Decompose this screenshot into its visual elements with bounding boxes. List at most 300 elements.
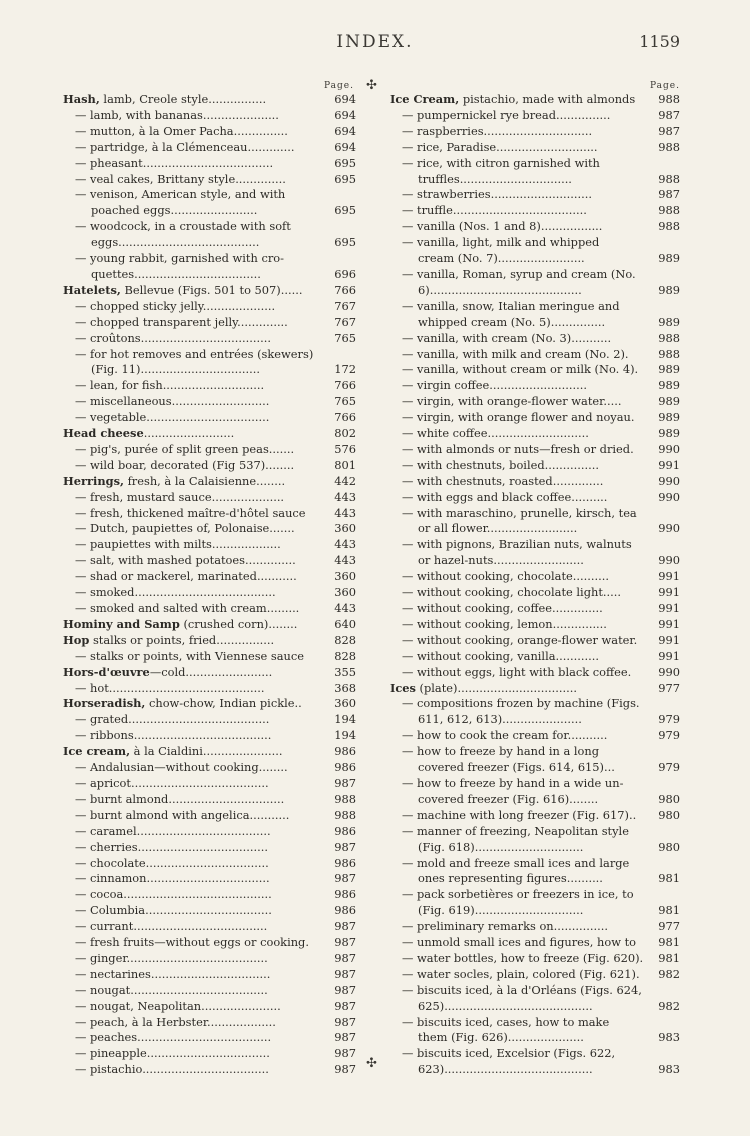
index-entry-page: 987 (658, 187, 680, 202)
index-entry-page: 979 (658, 760, 680, 775)
leader-dots: ....................................... (126, 950, 268, 965)
index-entry-page: 983 (658, 1030, 680, 1045)
leader-dots: ................ (208, 92, 267, 106)
index-entry-text: — machine with long freezer (Fig. 617).. (402, 807, 637, 822)
index-entry-page: 987 (658, 123, 680, 138)
index-entry (390, 681, 680, 697)
leader-dots: ............... (556, 107, 611, 122)
index-entry-page: 172 (334, 362, 356, 377)
leader-dots: ................................... (145, 903, 272, 918)
index-entry-page: 988 (658, 346, 680, 361)
leader-dots: ............................ (162, 378, 265, 393)
index-entry-page: 443 (334, 537, 356, 552)
index-entry-text: — vegetable.................................. (75, 410, 270, 425)
index-entry (390, 474, 680, 490)
index-entry-text: or hazel-nuts......................... (418, 553, 584, 568)
index-entry (63, 617, 356, 633)
leader-dots: ......................................... (444, 1062, 593, 1077)
leader-dots: ................ (216, 632, 275, 647)
leader-dots: .................................... (137, 839, 268, 854)
index-entry (390, 1015, 680, 1031)
index-entry (390, 331, 680, 347)
index-entry-text: — caramel..................................... (75, 823, 271, 838)
index-entry (63, 760, 356, 776)
index-entry-page: 988 (334, 791, 356, 806)
index-entry-text: — virgin, with orange-flower water..... (402, 394, 622, 409)
index-entry (63, 378, 356, 394)
index-entry (390, 601, 680, 617)
index-entry (390, 235, 680, 251)
index-entry-text: — peaches..................................... (75, 1030, 272, 1045)
index-entry-text: — Columbia................................... (75, 903, 272, 918)
index-entry-page: 694 (334, 139, 356, 154)
index-entry-text: — wild boar, decorated (Fig 537)........ (75, 457, 295, 472)
index-entry (63, 999, 356, 1015)
index-entry-page: 981 (658, 871, 680, 886)
index-entry (390, 808, 680, 824)
leader-dots: ....... (269, 521, 295, 536)
leader-dots: ...................... (502, 712, 582, 727)
leader-dots: ................... (207, 1014, 276, 1029)
index-entry-text: Hominy and Samp (crushed corn)........ (63, 616, 298, 631)
index-entry-page: 991 (658, 457, 680, 472)
index-entry-page: 980 (658, 807, 680, 822)
index-entry-page: 989 (658, 251, 680, 266)
index-entry-page: 989 (658, 378, 680, 393)
index-entry-text: — rice, Paradise............................ (402, 139, 598, 154)
leader-dots: ......................... (143, 426, 235, 441)
index-entry-text: 6).......................................... (418, 282, 582, 297)
index-entry-page: 767 (334, 298, 356, 313)
index-entry (63, 601, 356, 617)
index-entry (390, 935, 680, 951)
index-entry (63, 331, 356, 347)
index-entry-text: (Fig. 618).............................. (418, 839, 584, 854)
index-entry (390, 537, 680, 553)
index-entry-text: Ice Cream, pistachio, made with almonds (390, 92, 636, 106)
leader-dots: .............................. (483, 123, 593, 138)
index-entry-page: 987 (334, 919, 356, 934)
index-entry-text: — vanilla, Roman, syrup and cream (No. (402, 266, 636, 281)
index-entry-text: — how to freeze by hand in a wide un- (402, 775, 624, 790)
index-entry (390, 760, 680, 776)
index-entry-page: 988 (658, 92, 680, 106)
index-entry-page: 987 (334, 982, 356, 997)
index-entry-page: 987 (334, 966, 356, 981)
index-entry-text: — pineapple.................................. (75, 1046, 270, 1061)
index-entry (63, 203, 356, 219)
index-entry-page: 360 (334, 521, 356, 536)
index-column-right (390, 80, 680, 1078)
index-entry (390, 712, 680, 728)
index-entry (390, 919, 680, 935)
index-entry-text: covered freezer (Fig. 616)........ (418, 791, 599, 806)
index-entry (390, 219, 680, 235)
leader-dots: ...................................... (130, 982, 268, 997)
index-entry-text: — how to cook the cream for........... (402, 728, 608, 743)
index-entry-page: 989 (658, 394, 680, 409)
index-entry-page: 979 (658, 712, 680, 727)
index-entry-text: — biscuits iced, cases, how to make (402, 1014, 610, 1029)
leader-dots: ........................ (170, 203, 258, 218)
leader-dots: ............ (555, 648, 599, 663)
leader-dots: ................. (540, 219, 603, 234)
index-entry-page: 576 (334, 441, 356, 456)
index-entry (63, 521, 356, 537)
leader-dots: .. (629, 807, 637, 822)
index-entry-text: — lamb, with bananas..................... (75, 107, 279, 122)
leader-dots: ................... (211, 537, 281, 552)
index-entry-page: 766 (334, 410, 356, 425)
index-entries-right (390, 92, 680, 1078)
index-entry (390, 792, 680, 808)
leader-dots: ............... (553, 919, 608, 934)
index-entry (63, 124, 356, 140)
index-entry (390, 140, 680, 156)
index-entry-text: quettes................................... (91, 266, 261, 281)
index-entry (63, 1030, 356, 1046)
index-entry (390, 665, 680, 681)
leader-dots: ....... (268, 441, 295, 456)
index-entry-page: 986 (334, 823, 356, 838)
index-entry-text: Horseradish, chow-chow, Indian pickle.. (63, 696, 302, 711)
index-entry-page: 986 (334, 903, 356, 918)
index-entry-page: 443 (334, 489, 356, 504)
leader-dots: ................................. (140, 362, 260, 377)
index-entry-text: — virgin coffee........................... (402, 378, 588, 393)
index-entry-text: — Dutch, paupiettes of, Polonaise....... (75, 521, 295, 536)
index-entry (390, 585, 680, 601)
leader-dots: ........................... (489, 378, 588, 393)
index-entry (63, 172, 356, 188)
index-entry-text: them (Fig. 626)..................... (418, 1030, 584, 1045)
leader-dots: .................................. (145, 855, 269, 870)
index-entry (390, 362, 680, 378)
index-entry-text: — without eggs, light with black coffee. (402, 664, 632, 679)
leader-dots: ............... (550, 314, 606, 329)
leader-dots: .................... (202, 298, 276, 313)
index-entry-page: 988 (334, 807, 356, 822)
leader-dots: .............................. (474, 839, 584, 854)
index-entry-page: 355 (334, 664, 356, 679)
index-entry-text: — woodcock, in a croustade with soft (75, 219, 291, 234)
leader-dots: ..................................... (136, 823, 271, 838)
index-entries-left (63, 92, 356, 1078)
index-entry-page: 981 (658, 935, 680, 950)
index-entry (63, 808, 356, 824)
leader-dots: ..................................... (133, 919, 268, 934)
index-entry-text: Hash, lamb, Creole style................ (63, 92, 267, 106)
leader-dots: .............. (237, 314, 288, 329)
index-entry-page: 977 (658, 919, 680, 934)
index-entry (390, 442, 680, 458)
leader-dots: ......................... (493, 553, 584, 568)
index-entry (390, 1046, 680, 1062)
index-entry (390, 92, 680, 108)
index-entry (390, 410, 680, 426)
index-entry (63, 903, 356, 919)
index-entry-page: 987 (334, 935, 356, 950)
index-entry (63, 410, 356, 426)
index-entry-page: 694 (334, 123, 356, 138)
index-entry (390, 903, 680, 919)
index-entry (390, 156, 680, 172)
index-entry-page: 988 (658, 139, 680, 154)
index-entry-text: — paupiettes with milts................... (75, 537, 281, 552)
index-entry (390, 458, 680, 474)
leader-dots: ..... (603, 394, 622, 409)
index-entry-text: Herrings, fresh, à la Calaisienne........ (63, 473, 286, 488)
index-entry (390, 776, 680, 792)
leader-dots: .................... (211, 489, 285, 504)
index-entry (63, 856, 356, 872)
index-entry-text: — partridge, à la Clémenceau............. (75, 139, 295, 154)
index-entry-text: Hatelets, Bellevue (Figs. 501 to 507)...... (63, 282, 303, 297)
leader-dots: ................................. (150, 966, 271, 981)
index-entry (63, 967, 356, 983)
index-entry-page: 694 (334, 92, 356, 106)
index-entry-page: 991 (658, 648, 680, 663)
index-entry-text: Ices (plate)................................. (390, 680, 577, 695)
index-entry-text: — vanilla, snow, Italian meringue and (402, 298, 620, 313)
index-entry-page: 368 (334, 680, 356, 695)
index-entry-page: 989 (658, 314, 680, 329)
index-entry-text: — stalks or points, with Viennese sauce (75, 648, 305, 663)
index-entry-text: — chopped transparent jelly.............. (75, 314, 288, 329)
index-entry-text: — with almonds or nuts—fresh or dried. (402, 441, 634, 456)
leader-dots: ...................................... (131, 775, 269, 790)
leader-dots: .......... (571, 489, 608, 504)
index-entry (63, 744, 356, 760)
index-entry-text: — without cooking, chocolate light..... (402, 585, 622, 600)
leader-dots: .......................................... (429, 282, 582, 297)
index-entry (390, 887, 680, 903)
index-entry (390, 553, 680, 569)
index-entry-text: — currant..................................... (75, 919, 268, 934)
index-entry-text: — Andalusian—without cooking........ (75, 760, 288, 775)
page-number: 1159 (639, 32, 680, 51)
index-entry (390, 299, 680, 315)
index-entry-text: — for hot removes and entrées (skewers) (75, 346, 314, 361)
index-entry-text: — unmold small ices and figures, how to (402, 935, 637, 950)
index-entry (390, 824, 680, 840)
index-entry (390, 172, 680, 188)
index-entry (390, 649, 680, 665)
index-entry-text: — vanilla, with milk and cream (No. 2). (402, 346, 629, 361)
leader-dots: ....................................... (134, 585, 276, 600)
index-entry-page: 640 (334, 616, 356, 631)
index-entry-text: — cocoa......................................... (75, 887, 272, 902)
index-entry-text: — with chestnuts, boiled............... (402, 457, 599, 472)
index-entry-text: — ribbons...................................... (75, 728, 272, 743)
index-entry-text: — vanilla (Nos. 1 and 8)................. (402, 219, 603, 234)
leader-dots: .................................. (146, 1046, 270, 1061)
index-entry (390, 1062, 680, 1078)
leader-dots: ...................... (201, 998, 281, 1013)
index-entry-page: 982 (658, 998, 680, 1013)
leader-dots: ........... (567, 728, 608, 743)
index-entry (63, 108, 356, 124)
index-entry-page: 991 (658, 569, 680, 584)
index-entry (63, 458, 356, 474)
index-entry-text: — with chestnuts, roasted.............. (402, 473, 604, 488)
index-entry (390, 728, 680, 744)
index-entry (63, 792, 356, 808)
leader-dots: ........................... (171, 394, 270, 409)
index-entry (63, 219, 356, 235)
index-entry-page: 443 (334, 505, 356, 520)
index-entry (390, 315, 680, 331)
index-entry-text: — mold and freeze small ices and large (402, 855, 630, 870)
index-entry-text: — vanilla, with cream (No. 3)........... (402, 330, 612, 345)
leader-dots: ........ (258, 760, 288, 775)
index-entry-page: 765 (334, 330, 356, 345)
index-entry (63, 92, 356, 108)
index-entry (63, 649, 356, 665)
leader-dots: ........ (256, 473, 286, 488)
page-column-label: Page. (650, 81, 680, 91)
index-entry-text: — chopped sticky jelly.................... (75, 298, 276, 313)
index-entry-text: — virgin, with orange flower and noyau. (402, 410, 635, 425)
index-entry-text: poached eggs........................ (91, 203, 258, 218)
leader-dots: ........... (256, 569, 297, 584)
leader-dots: ........................ (497, 251, 585, 266)
index-entry-text: or all flower......................... (418, 521, 578, 536)
leader-dots: ........... (571, 330, 612, 345)
leader-dots: ............. (247, 139, 295, 154)
leader-dots: ........ (268, 616, 298, 631)
leader-dots: .............. (235, 171, 286, 186)
index-entry-text: — shad or mackerel, marinated........... (75, 569, 297, 584)
leader-dots: .................................... (142, 155, 274, 170)
index-entry (63, 474, 356, 490)
index-entry (63, 681, 356, 697)
index-entry-text: — apricot...................................... (75, 775, 269, 790)
index-entry-page: 695 (334, 235, 356, 250)
index-entry-text: — water socles, plain, colored (Fig. 621). (402, 966, 640, 981)
index-entry-page: 765 (334, 394, 356, 409)
leader-dots: .................................... (140, 330, 272, 345)
leader-dots: ........................ (185, 664, 273, 679)
leader-dots: ............................ (490, 187, 592, 202)
index-entry (390, 490, 680, 506)
index-entry-page: 980 (658, 839, 680, 854)
index-entry-text: — raspberries.............................. (402, 123, 593, 138)
index-entry (63, 585, 356, 601)
index-entry (63, 442, 356, 458)
index-entry-text: — with pignons, Brazilian nuts, walnuts (402, 537, 632, 552)
index-entry-text: — with maraschino, prunelle, kirsch, tea (402, 505, 637, 520)
index-entry (63, 506, 356, 522)
index-entry-text: — cinnamon.................................. (75, 871, 270, 886)
leader-dots: ............................... (459, 171, 572, 186)
leader-dots: ..................................... (452, 203, 587, 218)
index-entry-page: 987 (334, 998, 356, 1013)
index-entry-text: — young rabbit, garnished with cro- (75, 251, 284, 266)
index-entry-text: — water bottles, how to freeze (Fig. 620). (402, 950, 644, 965)
index-entry-page: 802 (334, 426, 356, 441)
index-entry-text: — veal cakes, Brittany style.............. (75, 171, 286, 186)
leader-dots: ...................... (202, 744, 283, 759)
index-entry-text: — pheasant.................................... (75, 155, 274, 170)
index-entry-page: 990 (658, 489, 680, 504)
index-entry-page: 991 (658, 585, 680, 600)
leader-dots: ..................................... (137, 1030, 272, 1045)
index-entry-page: 695 (334, 155, 356, 170)
leader-dots: ..................... (202, 107, 279, 122)
index-entry-page: 360 (334, 569, 356, 584)
index-entry-page: 979 (658, 728, 680, 743)
index-entry-text: — how to freeze by hand in a long (402, 744, 600, 759)
index-entry-page: 991 (658, 601, 680, 615)
index-entry-page: 990 (658, 521, 680, 536)
index-entry (390, 871, 680, 887)
index-entry-text: — fresh, mustard sauce.................... (75, 489, 285, 504)
index-entry (63, 887, 356, 903)
index-entry-page: 990 (658, 473, 680, 488)
leader-dots: ..................... (507, 1030, 584, 1045)
index-entry-page: 696 (334, 266, 356, 281)
index-entry-text: — ginger....................................... (75, 950, 268, 965)
leader-dots: .............................. (474, 903, 584, 918)
index-entry-text: — preliminary remarks on............... (402, 919, 608, 934)
index-entry (63, 665, 356, 681)
index-entry (63, 140, 356, 156)
leader-dots: .............. (552, 601, 603, 615)
leader-dots: ..... (602, 585, 622, 600)
index-entry-text: — mutton, à la Omer Pacha............... (75, 123, 288, 138)
index-entry-text: — pack sorbetières or freezers in ice, to (402, 887, 634, 902)
index-entry-text: — biscuits iced, Excelsior (Figs. 622, (402, 1046, 616, 1061)
index-entry-page: 442 (334, 473, 356, 488)
index-entry (63, 1062, 356, 1078)
index-entry-text: ones representing figures.......... (418, 871, 603, 886)
index-entry-text: — cherries.................................... (75, 839, 268, 854)
index-entry (390, 283, 680, 299)
index-entry-page: 991 (658, 632, 680, 647)
index-entry-page: 987 (334, 1062, 356, 1077)
index-entry (63, 633, 356, 649)
index-entry (390, 744, 680, 760)
leader-dots: ... (604, 760, 615, 775)
index-entry-text: — smoked....................................... (75, 585, 276, 600)
index-entry-page: 987 (334, 1046, 356, 1061)
index-entry (390, 267, 680, 283)
index-entry-text: — nectarines................................. (75, 966, 271, 981)
index-entry-text: — lean, for fish............................ (75, 378, 265, 393)
index-entry-text: — without cooking, lemon............... (402, 616, 607, 631)
index-entry-page: 987 (334, 839, 356, 854)
index-entry (390, 967, 680, 983)
index-entry-text: eggs....................................... (91, 235, 260, 250)
index-entry (63, 1046, 356, 1062)
index-entry-text: — salt, with mashed potatoes.............. (75, 553, 296, 568)
leader-dots: ........ (265, 457, 295, 472)
index-entry (63, 235, 356, 251)
leader-dots: ......................................... (444, 998, 593, 1013)
index-entry-page: 986 (334, 744, 356, 759)
index-entry (63, 267, 356, 283)
leader-dots: .. (294, 696, 302, 711)
index-entry-page: 694 (334, 107, 356, 122)
leader-dots: .......... (572, 569, 610, 584)
index-entry-page: 986 (334, 887, 356, 902)
index-entry (63, 569, 356, 585)
index-entry-page: 828 (334, 648, 356, 663)
index-entry (390, 124, 680, 140)
index-entry (63, 156, 356, 172)
index-entry (390, 506, 680, 522)
